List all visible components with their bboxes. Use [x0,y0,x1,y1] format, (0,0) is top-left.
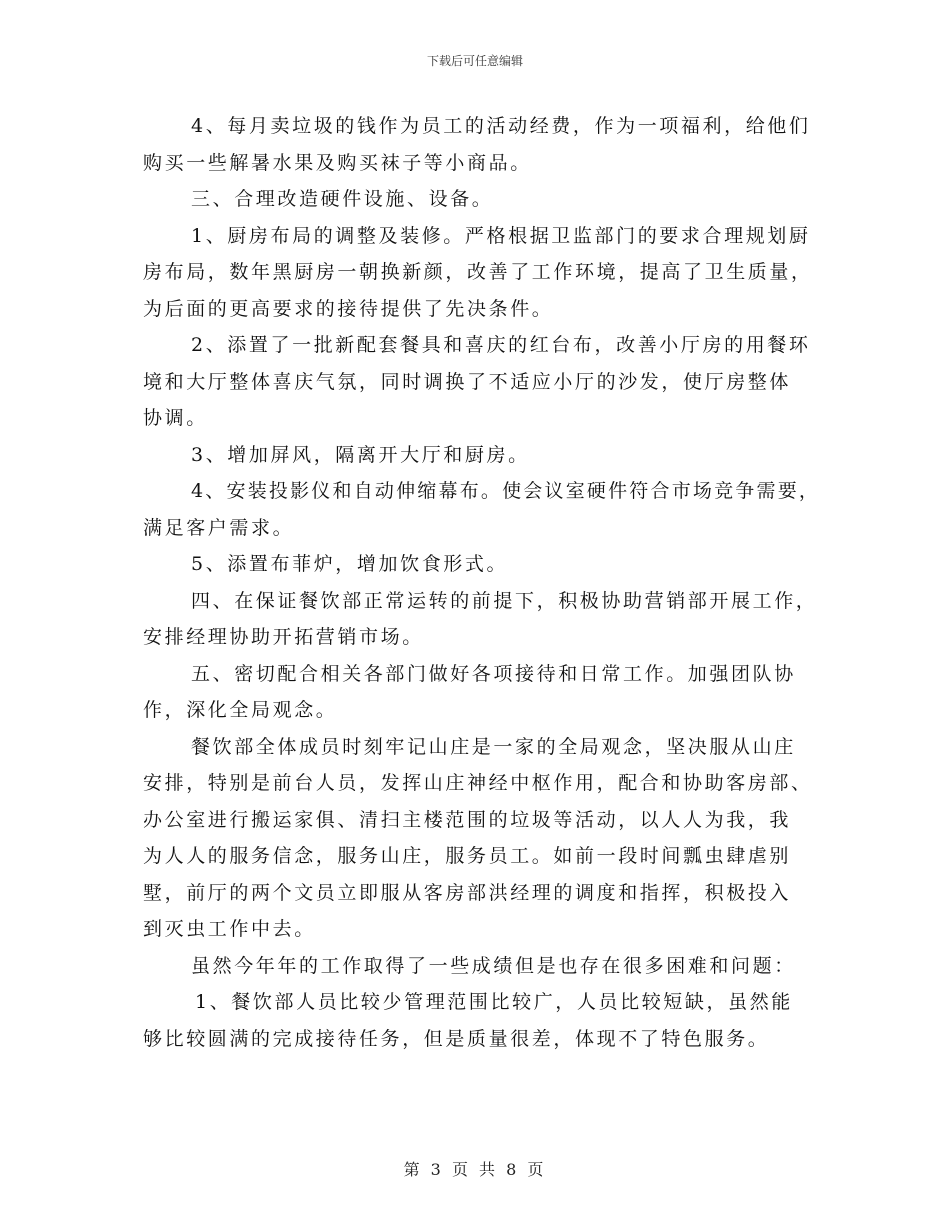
document-body [143,108,823,1057]
page-number: 第 3 页 共 8 页 [403,1160,547,1179]
body-line: 5、添置布菲炉，增加饮食形式。 [191,553,509,575]
body-line: 墅，前厅的两个文员立即服从客房部洪经理的调度和指挥，积极投入 [143,881,792,904]
body-line: 办公室进行搬运家俱、清扫主楼范围的垃圾等活动，以人人为我，我 [143,808,792,831]
body-line: 4、安装投影仪和自动伸缩幕布。使会议室硬件符合市场竞争需要， [191,480,821,502]
body-line: 够比较圆满的完成接待任务，但是质量很差，体现不了特色服务。 [143,1027,770,1050]
body-line: 购买一些解暑水果及购买袜子等小商品。 [143,151,532,174]
page-header: 下载后可任意编辑 [426,54,523,68]
body-line: 为后面的更高要求的接待提供了先决条件。 [143,297,554,320]
body-line: 到灭虫工作中去。 [143,918,316,940]
body-line: 房布局，数年黑厨房一朝换新颜，改善了工作环境，提高了卫生质量， [143,261,813,283]
body-line: 安排经理协助开拓营销市场。 [143,626,424,648]
body-line: 3、增加屏风，隔离开大厅和厨房。 [191,443,530,466]
body-line: 安排，特别是前台人员，发挥山庄神经中枢作用，配合和协助客房部、 [143,772,813,794]
body-line: 作，深化全局观念。 [143,699,338,721]
body-line: 满足客户需求。 [143,516,295,539]
body-line: 为人人的服务信念，服务山庄，服务员工。如前一段时间瓢虫肆虐别 [143,845,792,867]
body-line: 三、合理改造硬件设施、设备。 [191,188,494,210]
body-line: 虽然今年年的工作取得了一些成绩但是也存在很多困难和问题： [191,954,796,977]
body-line: 餐饮部全体成员时刻牢记山庄是一家的全局观念，坚决服从山庄 [191,735,796,758]
body-line: 四、在保证餐饮部正常运转的前提下，积极协助营销部开展工作， [191,589,818,612]
body-line: 境和大厅整体喜庆气氛，同时调换了不适应小厅的沙发，使厅房整体 [143,370,792,393]
body-line: 协调。 [143,407,208,429]
body-line: 五、密切配合相关各部门做好各项接待和日常工作。加强团队协 [191,662,796,685]
body-line: 1、餐饮部人员比较少管理范围比较广，人员比较短缺，虽然能 [195,991,793,1013]
body-line: 2、添置了一批新配套餐具和喜庆的红台布，改善小厅房的用餐环 [191,334,811,356]
body-line: 4、每月卖垃圾的钱作为员工的活动经费，作为一项福利，给他们 [191,115,811,137]
body-line: 1、厨房布局的调整及装修。严格根据卫监部门的要求合理规划厨 [191,224,811,247]
